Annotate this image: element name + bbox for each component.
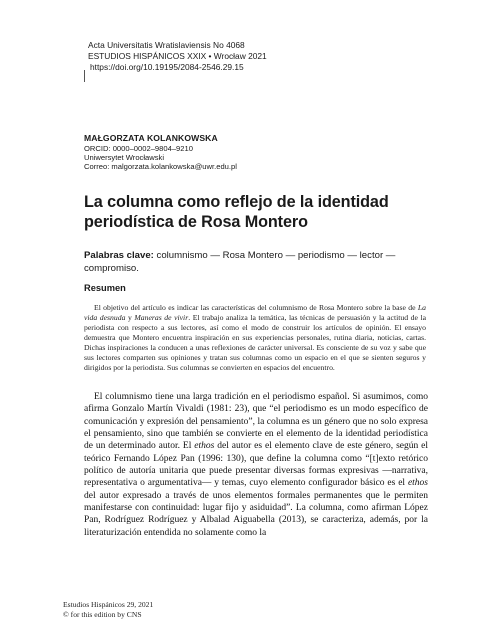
- article-title: La columna como reflejo de la identidad periodística de Rosa Montero: [84, 193, 389, 231]
- body-term: ethos: [407, 478, 428, 489]
- body-part: del autor expresado a través de unos elementos formales permanentes que le permiten manifestarse con continuidad: lugar fijo y asiduidad”. La columna, como afirman López Pan, Rodríguez Rodríguez y Albalad Aiguabella (2013), se caracteriza, además, por la literaturización entendida no solamente como la: [84, 490, 428, 538]
- body-paragraph: [84, 391, 428, 539]
- body-part: El columnismo tiene una larga tradición en el periodismo español. Si asumimos, como afirma Gonzalo Martín Vivaldi (1981: 23), que “el periodismo es un modo específico de comunicación y expresión del pensamiento”, la columna es un género que no solo expresa el pensamiento, sino que también se convierte en el elemento de la identidad periodística de un determinado autor. El: [84, 392, 428, 452]
- abstract-text: [84, 303, 426, 373]
- abstract-heading: Resumen: [84, 283, 126, 293]
- journal-header: [88, 40, 267, 73]
- header-rule: [84, 70, 85, 82]
- abstract-part: El objetivo del artículo es indicar las características del columnismo de Rosa Montero sobre la base de: [94, 303, 418, 312]
- author-name: MAŁGORZATA KOLANKOWSKA: [84, 133, 218, 143]
- author-email[interactable]: Correo: malgorzata.kolankowska@uwr.edu.pl: [84, 161, 237, 171]
- author-orcid: ORCID: 0000–0002–9804–9210: [84, 143, 193, 153]
- footer-journal: Estudios Hispánicos 29, 2021: [63, 600, 154, 609]
- abstract-book-title: Maneras de vivir: [134, 313, 189, 323]
- body-term: ethos: [194, 441, 215, 452]
- author-affiliation: Uniwersytet Wrocławski: [84, 152, 165, 162]
- keywords-text: columnismo — Rosa Montero — periodismo — lector — compromiso.: [84, 250, 396, 274]
- abstract-part: . El trabajo analiza la temática, las técnicas de persuasión y la actitud de la periodista con respecto a sus lectores, así como el modo de construir los artículos de opinión. El ensayo demuestra que Montero encuentra inspiración en sus experiencias personales, rutina diaria, noticias, cartas. Dichas inspiraciones la conducen a unas reflexiones de carácter universal. Es consciente de su voz y sabe que sus lectores comparten sus opiniones y tratan sus columnas como un espacio en el que se sienten seguros y dirigidos por la periodista. Sus columnas se convierten en espacios del encuentro.: [84, 313, 426, 373]
- abstract-book-title: La vida desnuda: [84, 303, 426, 323]
- journal-name: Acta Universitatis Wratislaviensis No 4068: [88, 40, 245, 50]
- keywords: [84, 250, 426, 275]
- keywords-label: Palabras clave:: [84, 250, 154, 261]
- doi-link[interactable]: https://doi.org/10.19195/2084-2546.29.15: [90, 62, 244, 72]
- author-block: [84, 133, 237, 171]
- page-footer: [63, 600, 153, 619]
- journal-volume: ESTUDIOS HISPÁNICOS XXIX • Wrocław 2021: [88, 50, 267, 61]
- body-part: del autor es el elemento clave de este género, según el teórico Fernando López Pan (1996: 130), que define la columna como “[t]exto retórico político de autoría unitaria que puede presentar diversas formas expresivas —narrativa, representativa o argumentativa— y temas, cuyo elemento configurador básico es el: [84, 441, 428, 489]
- footer-copyright: © for this edition by CNS: [63, 609, 142, 619]
- abstract-part: y: [125, 313, 135, 323]
